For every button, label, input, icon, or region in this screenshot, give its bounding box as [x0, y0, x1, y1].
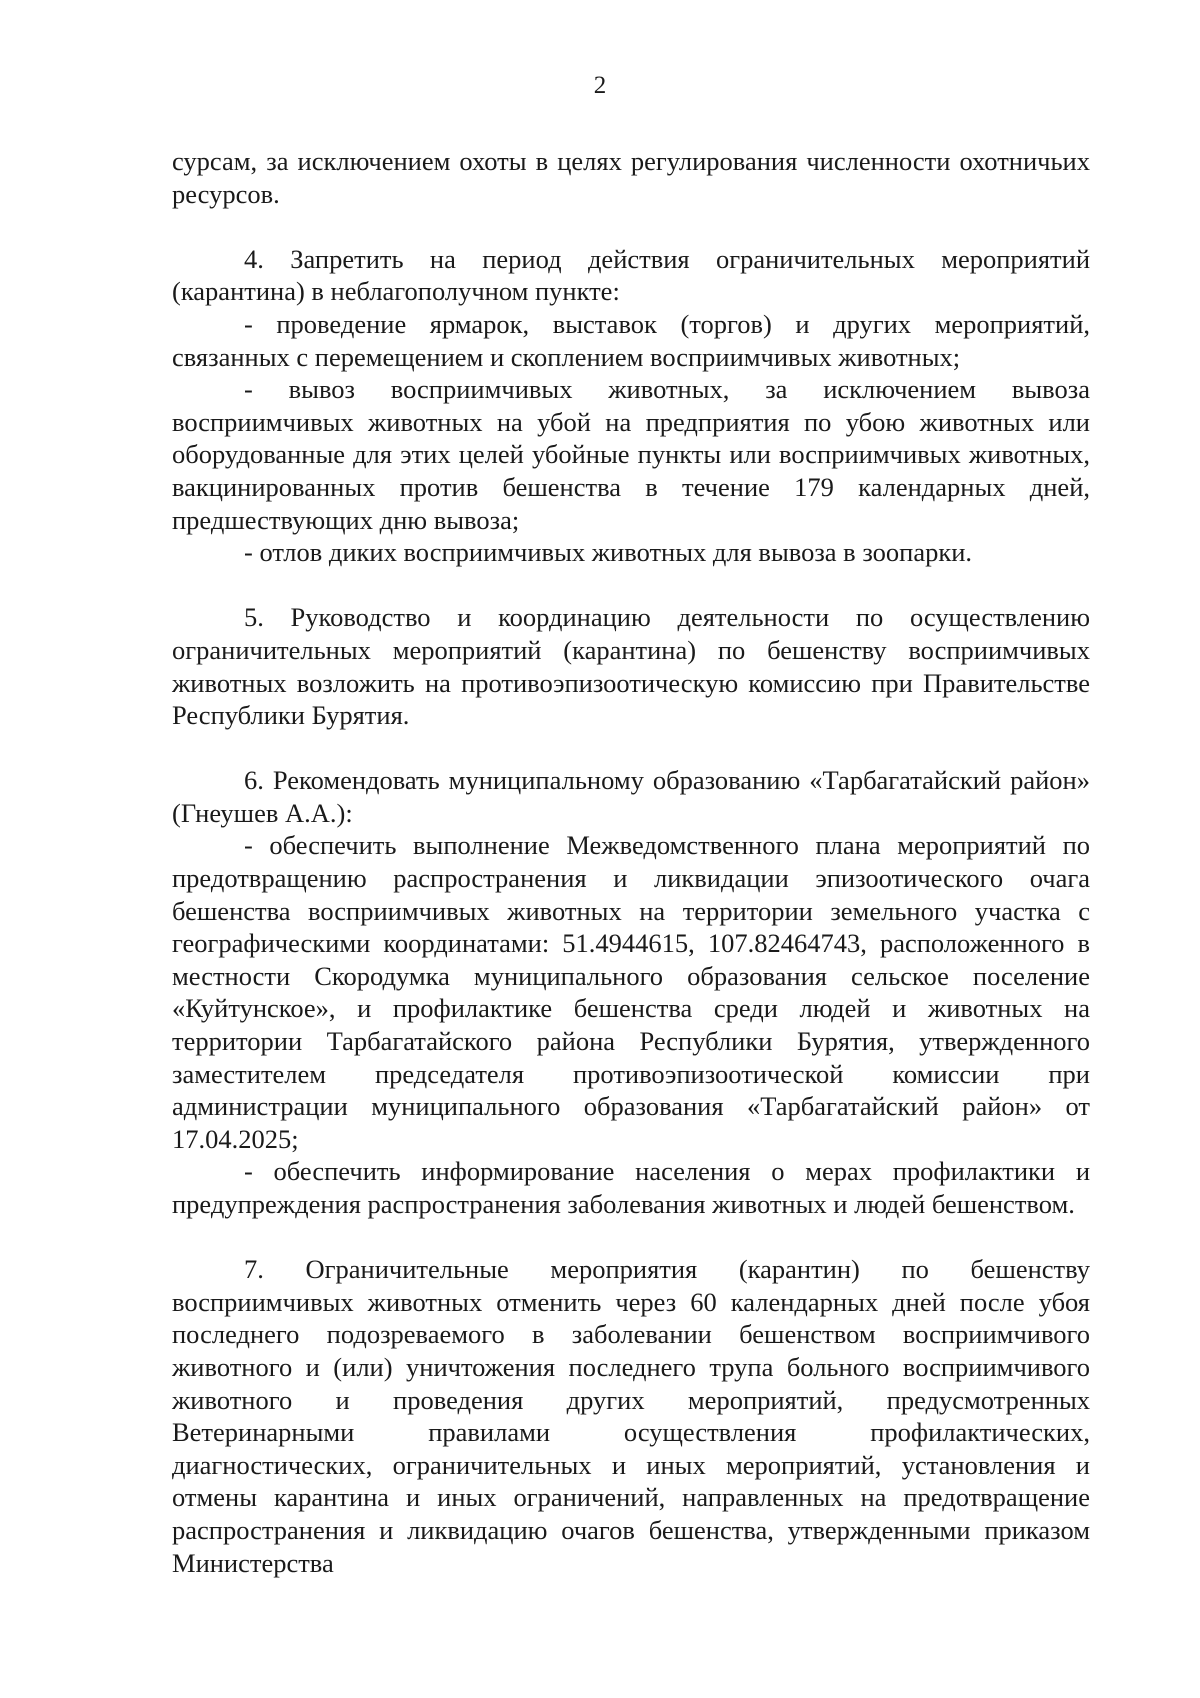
page-number: 2: [593, 72, 607, 99]
paragraph-item-4-subitem-export: - вывоз восприимчивых животных, за исключением вывоза восприимчивых животных на убой на предприятия по убою животных или оборудованные для этих целей убойные пункты или восприимчивых животных, вакцинированных против бешенства в течение 179 календарных дней, предшествующих дню вывоза;: [172, 374, 1090, 535]
paragraph-item-4: 4. Запретить на период действия ограничительных мероприятий (карантина) в неблагополучном пункте:: [172, 243, 1090, 307]
paragraph-item-6-subitem-inform: - обеспечить информирование населения о мерах профилактики и предупреждения распространения заболевания животных и людей бешенством.: [172, 1156, 1090, 1219]
paragraph-continuation: сурсам, за исключением охоты в целях регулирования численности охотничьих ресурсов.: [172, 146, 1090, 209]
paragraph-item-4-subitem-capture: - отлов диких восприимчивых животных для вывоза в зоопарки.: [244, 537, 973, 568]
paragraph-item-4-subitem-fairs: - проведение ярмарок, выставок (торгов) и других мероприятий, связанных с перемещением и скоплением восприимчивых животных;: [172, 308, 1090, 372]
paragraph-item-7: 7. Ограничительные мероприятия (карантин) по бешенству восприимчивых животных отменить через 60 календарных дней после убоя последнего подозреваемого в заболевании бешенством восприимчивого животного и (или) уничтожения последнего трупа больного восприимчивого животного и проведения других мероприятий, предусмотренных Ветеринарными правилами осуществления профилактических, диагностических, ограничительных и иных мероприятий, установления и отмены карантина и иных ограничений, направленных на предотвращение распространения и ликвидацию очагов бешенства, утвержденными приказом Министерства: [172, 1254, 1090, 1578]
paragraph-item-6: 6. Рекомендовать муниципальному образованию «Тарбагатайский район» (Гнеушев А.А.):: [172, 765, 1090, 828]
document-body: [172, 145, 1090, 1579]
paragraph-item-6-subitem-plan: - обеспечить выполнение Межведомственного плана мероприятий по предотвращению распространения и ликвидации эпизоотического очага бешенства восприимчивых животных на территории земельного участка с географическими координатами: 51.4944615, 107.82464743, расположенного в местности Скородумка муниципального образования сельское поселение «Куйтунское», и профилактике бешенства среди людей и животных на территории Тарбагатайского района Республики Бурятия, утвержденного заместителем председателя противоэпизоотической комиссии при администрации муниципального образования «Тарбагатайский район» от 17.04.2025;: [172, 830, 1090, 1154]
paragraph-item-5: 5. Руководство и координацию деятельности по осуществлению ограничительных мероприятий (карантина) по бешенству восприимчивых животных возложить на противоэпизоотическую комиссию при Правительстве Республики Бурятия.: [172, 602, 1090, 731]
